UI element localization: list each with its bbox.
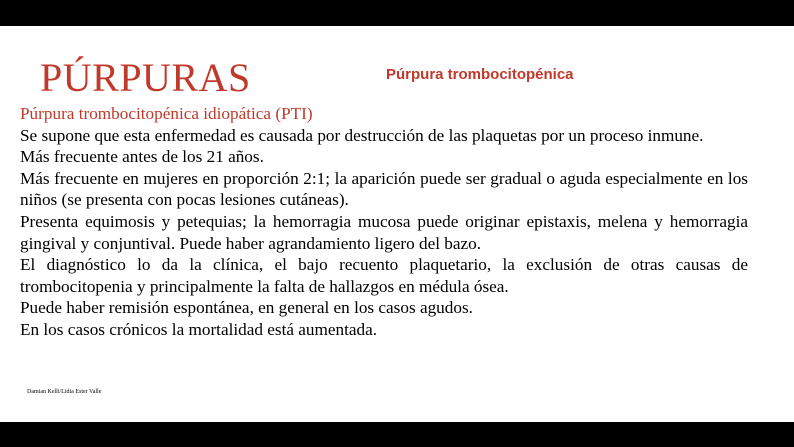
paragraph-mortality: En los casos crónicos la mortalidad está aumentada. [20,319,378,339]
bottom-letterbox-bar [0,422,794,447]
paragraph-sex-onset: Más frecuente en mujeres en proporción 2:1; la aparición puede ser gradual o aguda especialmente en los niños (se presenta con pocas lesiones cutáneas). [20,168,748,210]
paragraph-remission: Puede haber remisión espontánea, en general en los casos agudos. [20,298,473,318]
slide-title: PÚRPURAS [40,55,251,100]
slide-body [20,103,748,341]
section-heading: Púrpura trombocitopénica idiopática (PTI) [20,104,313,123]
paragraph-diagnosis: El diagnóstico lo da la clínica, el bajo recuento plaquetario, la exclusión de otras causas de trombocitopenia y principalmente la falta de hallazgos en médula ósea. [20,255,748,296]
top-letterbox-bar [0,0,794,26]
paragraph-symptoms: Presenta equimosis y petequias; la hemorragia mucosa puede originar epistaxis, melena y hemorragia gingival y conjuntival. Puede haber agrandamiento ligero del bazo. [20,211,748,253]
author-credit: Damian Kelli/Lidia Ester Valle [27,389,102,395]
paragraph-age: Más frecuente antes de los 21 años. [20,147,264,167]
slide-subtitle: Púrpura trombocitopénica [386,66,574,83]
paragraph-immune-cause: Se supone que esta enfermedad es causada por destrucción de las plaquetas por un proceso inmune. [20,125,704,145]
